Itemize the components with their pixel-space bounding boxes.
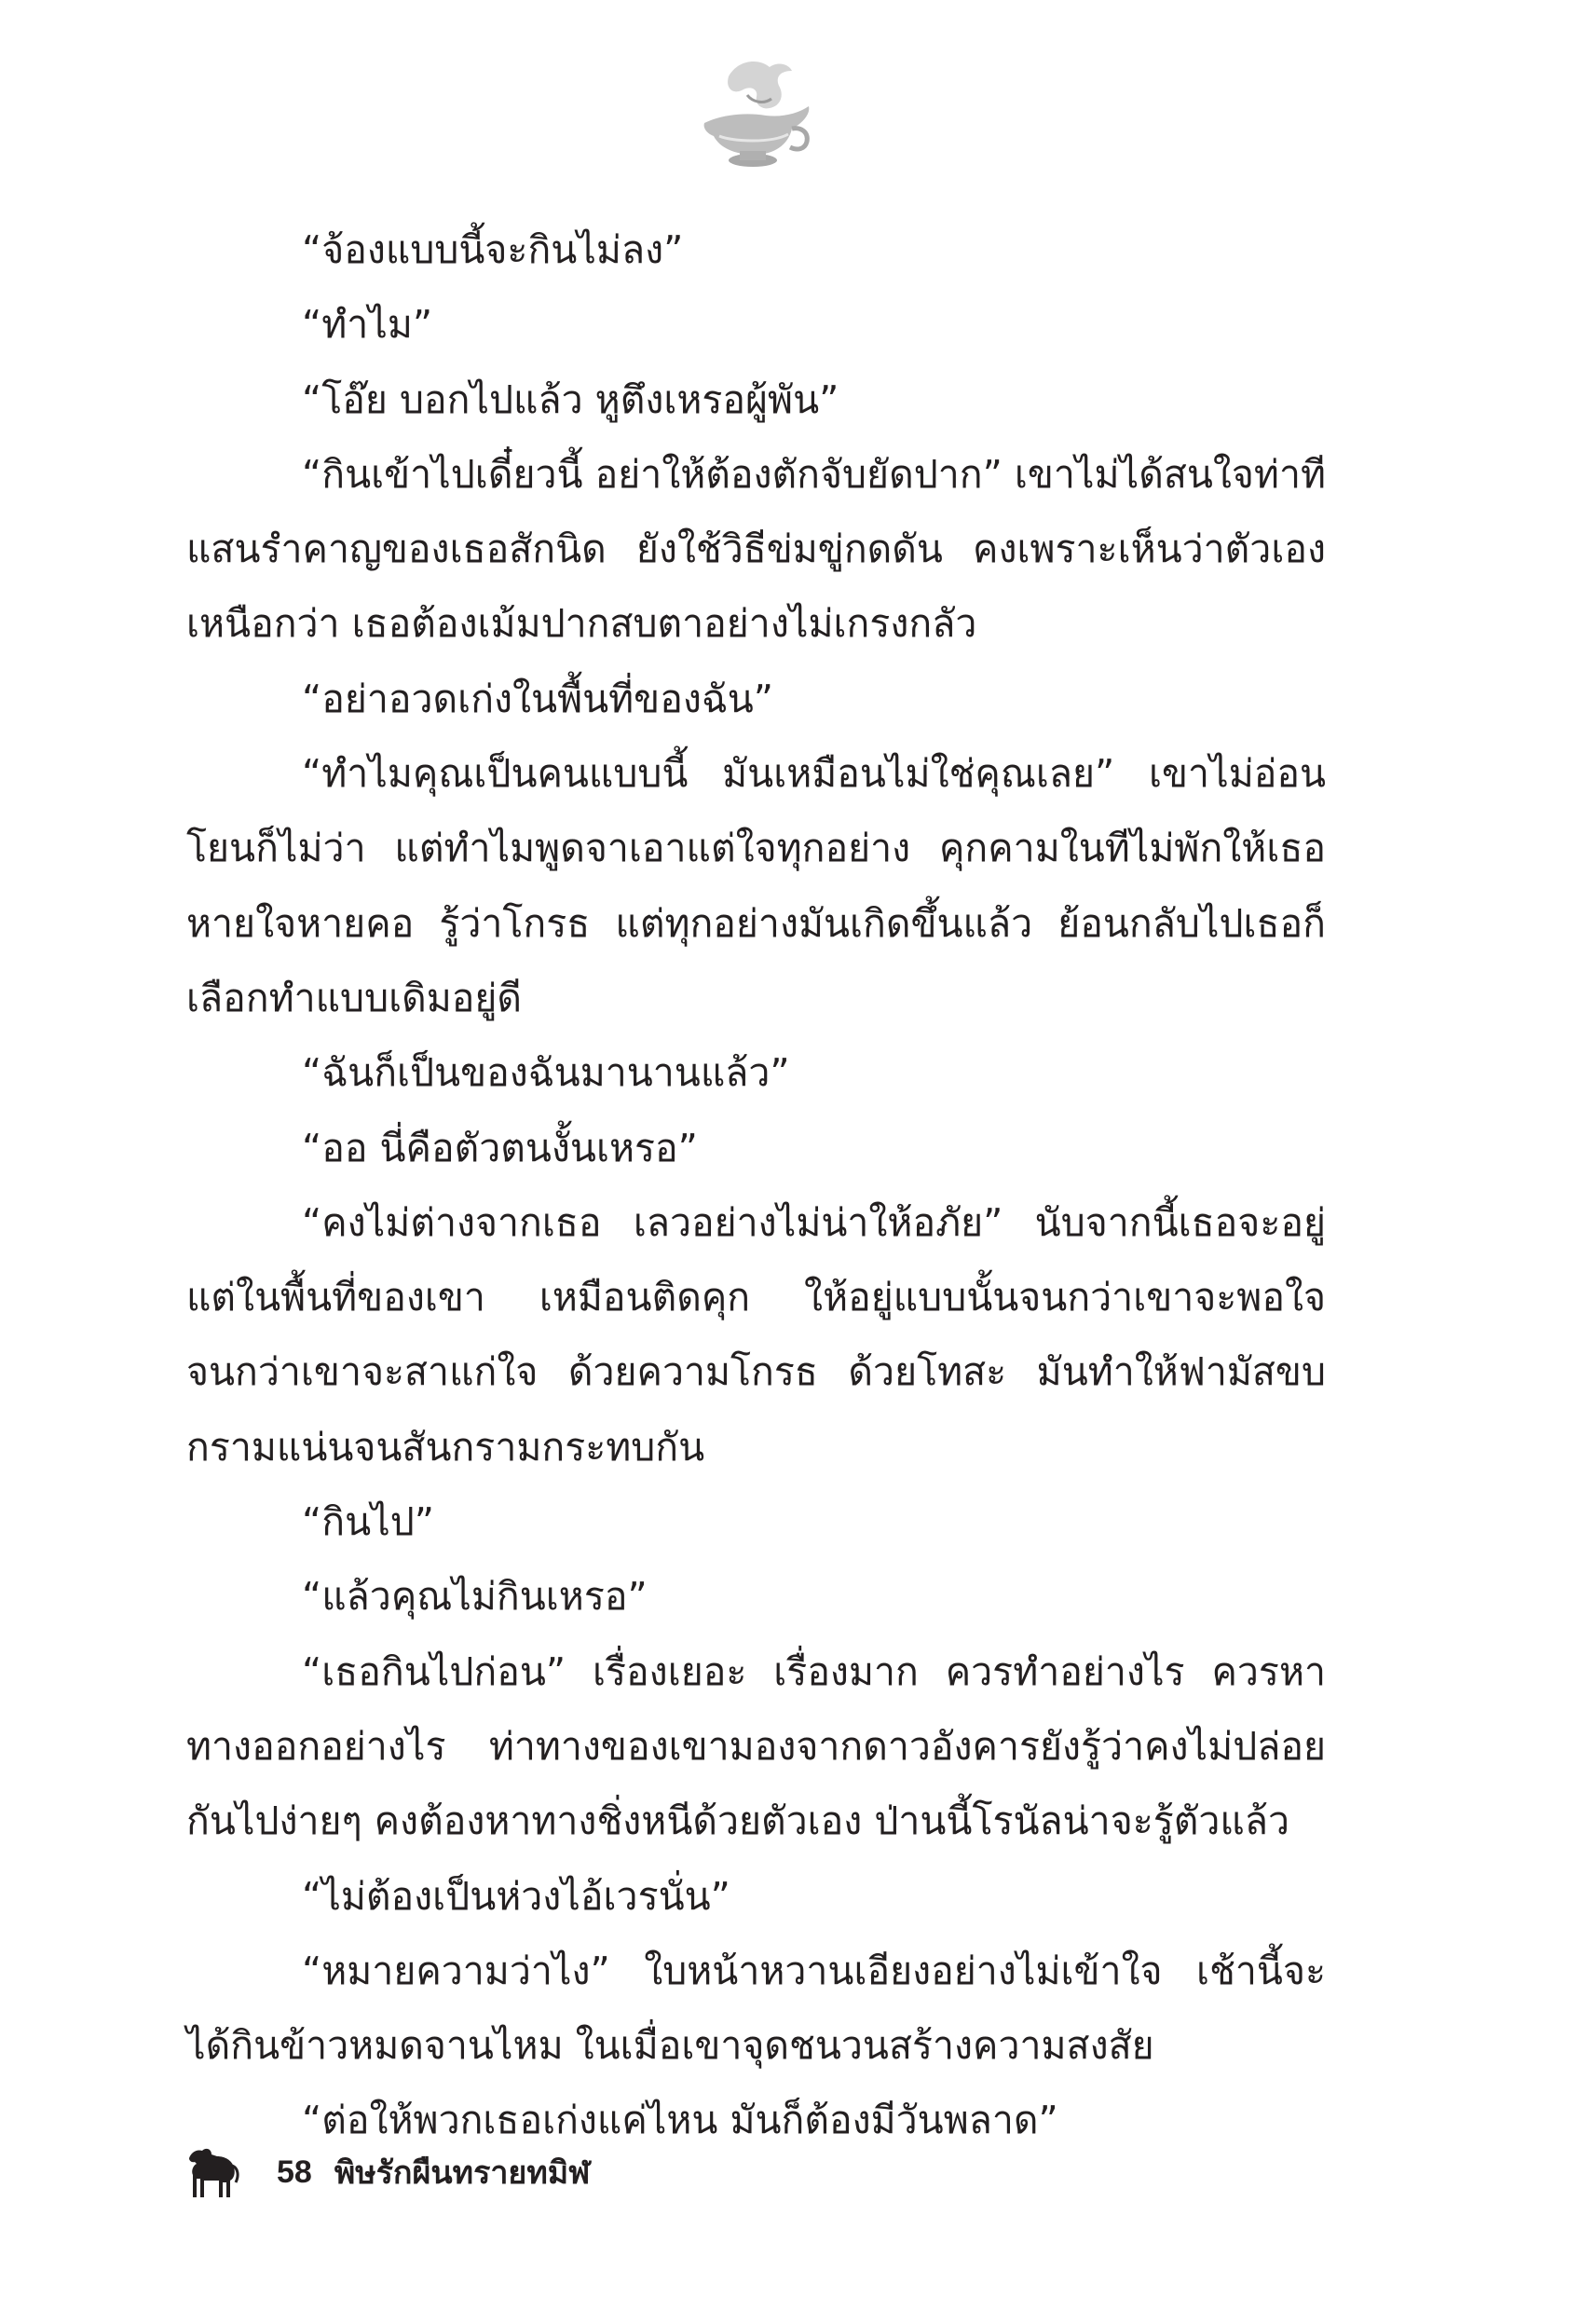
paragraph: “ต่อให้พวกเธอเก่งแค่ไหน มันก็ต้องมีวันพลาด” (302, 2098, 1058, 2143)
paragraph: “ออ นี่คือตัวตนงั้นเหรอ” (302, 1125, 698, 1170)
genie-lamp-icon (691, 58, 820, 175)
book-title: พิษรักผืนทรายทมิฬ (334, 2155, 591, 2191)
page-number: 58 (277, 2154, 312, 2190)
paragraph: “ไม่ต้องเป็นห่วงไอ้เวรนั่น” (302, 1873, 730, 1919)
paragraph: “ทำไม” (302, 302, 433, 348)
horse-icon (184, 2145, 239, 2199)
paragraph: “โอ๊ย บอกไปแล้ว หูตึงเหรอผู้พัน” (302, 376, 839, 422)
page-footer (184, 2144, 590, 2200)
paragraph: “กินไป” (302, 1499, 434, 1545)
paragraph: “เธอกินไปก่อน” เรื่องเยอะ เรื่องมาก ควรทำอย่างไร ควรหาทางออกอย่างไร ท่าทางของเขามองจากดาวอังคารยังรู้ว่าคงไม่ปล่อยกันไปง่ายๆ คงต้องหาทางชิ่งหนีด้วยตัวเอง ป่านนี้โรนัลน่าจะรู้ตัวแล้ว (186, 1648, 1326, 1844)
paragraph: “กินเข้าไปเดี๋ยวนี้ อย่าให้ต้องตักจับยัดปาก” เขาไม่ได้สนใจท่าทีแสนรำคาญของเธอสักนิด ยังใช้วิธีข่มขู่กดดัน คงเพราะเห็นว่าตัวเองเหนือกว่า เธอต้องเม้มปากสบตาอย่างไม่เกรงกลัว (186, 451, 1326, 647)
paragraph: “ฉันก็เป็นของฉันมานานแล้ว” (302, 1050, 790, 1096)
paragraph: “อย่าอวดเก่งในพื้นที่ของฉัน” (302, 676, 774, 721)
paragraph: “หมายความว่าไง” ใบหน้าหวานเอียงอย่างไม่เข้าใจ เช้านี้จะได้กินข้าวหมดจานไหม ในเมื่อเขาจุดชนวนสร้างความสงสัย (186, 1948, 1326, 2069)
paragraph: “ทำไมคุณเป็นคนแบบนี้ มันเหมือนไม่ใช่คุณเลย” เขาไม่อ่อนโยนก็ไม่ว่า แต่ทำไมพูดจาเอาแต่ใจทุกอย่าง คุกคามในทีไม่พักให้เธอหายใจหายคอ รู้ว่าโกรธ แต่ทุกอย่างมันเกิดขึ้นแล้ว ย้อนกลับไปเธอก็เลือกทำแบบเดิมอยู่ดี (186, 751, 1326, 1020)
paragraph: “คงไม่ต่างจากเธอ เลวอย่างไม่น่าให้อภัย” นับจากนี้เธอจะอยู่แต่ในพื้นที่ของเขา เหมือนติดคุก ให้อยู่แบบนั้นจนกว่าเขาจะพอใจ จนกว่าเขาจะสาแก่ใจ ด้วยความโกรธ ด้วยโทสะ มันทำให้ฟามัสขบกรามแน่นจนสันกรามกระทบกัน (186, 1199, 1326, 1470)
paragraph: “แล้วคุณไม่กินเหรอ” (302, 1574, 648, 1620)
body-text (186, 212, 1326, 2158)
paragraph: “จ้องแบบนี้จะกินไม่ลง” (302, 227, 684, 272)
